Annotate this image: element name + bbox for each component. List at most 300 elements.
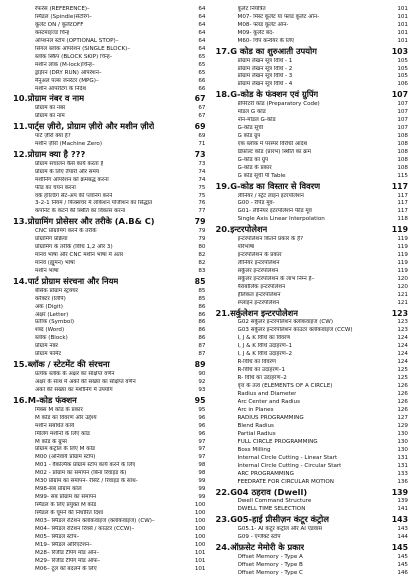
toc-chapter-heading — [212, 542, 409, 554]
toc-entry — [212, 6, 409, 14]
toc-entry — [212, 498, 409, 506]
toc-entry — [212, 351, 409, 359]
page-number: 108 — [397, 140, 408, 147]
toc-entry — [9, 200, 206, 208]
page-number: 98 — [198, 462, 206, 469]
entry-title: प्रोग्राम लेखन सूत्र विधि - 4 — [237, 81, 293, 88]
page-number: 86 — [198, 319, 206, 326]
chapter-title: 15.ब्लॉक / स्टेटमेंट की संरचना — [13, 359, 110, 370]
toc-entry — [9, 566, 206, 574]
entry-title: Internal Circle Cutting - Linear Start — [237, 454, 338, 461]
page-number: 124 — [397, 343, 408, 350]
toc-entry — [9, 62, 206, 70]
toc-entry — [9, 371, 206, 379]
toc-entry — [9, 502, 206, 510]
page-number: 144 — [397, 533, 408, 540]
toc-entry — [9, 161, 206, 169]
entry-title: प्रोग्राम नंबर — [35, 343, 58, 350]
page-number: 74 — [198, 176, 206, 183]
entry-title: वृत्त के तत्व (ELEMENTS OF A CIRCLE) — [237, 383, 333, 390]
entry-title: ब्लॉक स्किप (BLOCK SKIP) चिन्ह– — [35, 53, 113, 60]
toc-entry — [212, 244, 409, 252]
page-number: 130 — [397, 446, 408, 453]
page-number: 100 — [194, 518, 206, 525]
toc-chapter-heading — [9, 149, 206, 161]
entry-title: प्रोग्राम लेखन सूत्र विधि - 1 — [237, 57, 293, 64]
page-number: 105 — [397, 57, 408, 64]
toc-entry — [9, 70, 206, 78]
toc-entry — [212, 431, 409, 439]
page-number: 64 — [198, 13, 206, 20]
page-number: 107 — [397, 125, 408, 132]
page-number: 76 — [198, 200, 206, 207]
page-number: 127 — [397, 414, 408, 421]
toc-entry — [212, 165, 409, 173]
page-number: 86 — [198, 303, 206, 310]
toc-entry — [9, 14, 206, 22]
toc-entry — [212, 562, 409, 570]
toc-entry — [9, 208, 206, 216]
page-number: 126 — [397, 383, 408, 390]
entry-title: मिलिंग मशीनों के लिए कोड — [35, 430, 90, 437]
page-number: 131 — [397, 454, 408, 461]
entry-title: M00 (अनिवार्य प्रोग्राम स्टॉप) — [35, 454, 96, 461]
toc-entry — [9, 494, 206, 502]
toc-entry — [9, 319, 206, 327]
entry-title: M05– स्पिंडल स्टॉप– — [35, 533, 80, 540]
toc-entry — [212, 439, 409, 447]
page-number: 101 — [397, 13, 408, 20]
entry-title: एक ब्लॉक में परस्पर विरोधी आदेश — [237, 140, 308, 147]
page-number: 124 — [397, 351, 408, 358]
toc-entry — [212, 526, 409, 534]
page-number: 101 — [194, 549, 206, 556]
toc-entry — [212, 479, 409, 487]
toc-chapter-heading — [9, 121, 206, 133]
entry-title: M06– टूल को बदलने के लिए — [35, 565, 97, 572]
page-number: 99 — [198, 494, 206, 501]
page-number: 79 — [194, 217, 206, 227]
entry-title: FULL CIRCLE PROGRAMMING — [237, 438, 318, 445]
toc-chapter-heading — [212, 514, 409, 526]
page-number: 117 — [397, 208, 408, 215]
toc-entry — [212, 471, 409, 479]
page-number: 82 — [198, 252, 206, 259]
entry-title: G कोड ग्रुप — [237, 132, 261, 139]
entry-title: पार्ट ज़ीरो क्या है? — [35, 132, 71, 139]
page-number: 85 — [198, 295, 206, 302]
toc-entry — [212, 391, 409, 399]
entry-title: 3-2-1 नियम / फिक्सचर में लोकेशन पोजीशन का सिद्धांत — [35, 200, 153, 207]
page-number: 119 — [397, 236, 408, 243]
page-number: 64 — [198, 45, 206, 52]
page-number: 101 — [397, 29, 408, 36]
entry-title: रेफरेंस (REFERENCE)– — [35, 6, 90, 12]
toc-entry — [212, 463, 409, 471]
page-number: 86 — [198, 327, 206, 334]
page-number: 119 — [391, 225, 408, 235]
toc-entry — [9, 462, 206, 470]
entry-title: प्रोग्राम लेखन सूत्र विधि - 3 — [237, 73, 293, 80]
entry-title: स्पिंडल के घूमने की निर्धारित दिशा — [35, 510, 104, 517]
toc-entry — [212, 260, 409, 268]
entry-title: ड्राईरन (DRY RUN) ऑपरेशन– — [35, 69, 102, 76]
toc-entry — [212, 268, 409, 276]
toc-entry — [212, 117, 409, 125]
entry-title: M03– स्पिंडल रोटेशन क्लॉकवाइज (क्लॉकवाइज) (CW)– — [35, 518, 155, 525]
page-number: 123 — [397, 319, 408, 326]
chapter-title: 23.G05-हाई प्रीसीज़न कंटूर कंट्रोल — [215, 514, 329, 525]
page-number: 66 — [198, 77, 206, 84]
entry-title: कंपोनेंट के कटने की स्थिति का विकास करना — [35, 208, 126, 215]
toc-entry — [9, 288, 206, 296]
chapter-title: 12.प्रोग्राम क्या है ??? — [13, 148, 86, 159]
page-number: 65 — [198, 53, 206, 60]
toc-entry — [212, 415, 409, 423]
toc-entry — [212, 101, 409, 109]
page-number: 64 — [198, 6, 206, 12]
entry-title: Partial Radius — [237, 430, 276, 437]
entry-title: प्रोग्राम फॉर्मेट — [35, 351, 62, 358]
toc-entry — [212, 216, 409, 224]
entry-title: प्रोग्राम के लिए तैयारी और समय — [35, 168, 100, 175]
toc-entry — [9, 105, 206, 113]
entry-title: M09- कूलेंट बंद- — [237, 29, 275, 36]
entry-title: शब्द (Word) — [35, 327, 65, 334]
entry-title: मैनुअल पल्स जनरेटर (MPG)– — [35, 77, 99, 84]
entry-title: R-विधि का उदाहरण–1 — [237, 367, 286, 374]
chapter-title: 14.पार्ट प्रोग्राम संरचना और नियम — [13, 275, 119, 286]
chapter-title: 13.प्रोग्रामिंग प्रोसेसर और तरीके (A.B& C) — [13, 216, 155, 227]
chapter-title: 22.G04 ठहराव (Dwell) — [215, 486, 308, 497]
page-number: 126 — [397, 391, 408, 398]
page-number: 107 — [397, 117, 408, 124]
page-number: 120 — [397, 283, 408, 290]
entry-title: प्रोग्रामिंग के तरीके (विधि 1,2 और 3) — [35, 244, 113, 251]
toc-entry — [9, 113, 206, 121]
toc-entry — [212, 14, 409, 22]
page-number: 65 — [198, 69, 206, 76]
entry-title: M29– रिजीड टैपिंग मोड ऑफ– — [35, 557, 101, 564]
toc-entry — [9, 486, 206, 494]
toc-entry — [9, 379, 206, 387]
entry-title: मशीन लॉक (M-lock)चिन्ह– — [35, 61, 95, 68]
page-number: 80 — [198, 244, 206, 251]
page-number: 131 — [397, 462, 408, 469]
entry-title: मोडल G कोड — [237, 109, 266, 116]
toc-entry — [9, 518, 206, 526]
toc-chapter-heading — [9, 276, 206, 288]
toc-entry — [212, 455, 409, 463]
page-number: 79 — [198, 228, 206, 235]
entry-title: Offset Memory - Type A — [237, 553, 303, 560]
chapter-title: 16.M-कोड फंक्शन — [13, 394, 77, 405]
page-number: 145 — [397, 553, 408, 560]
entry-title: कूलेंट ON / कूलेंटOFF — [35, 21, 84, 28]
toc-right-column — [212, 6, 409, 584]
entry-title: करैक्टर (लिपि) — [35, 295, 66, 302]
entry-title: बेसिक प्रोग्राम स्ट्रक्चर — [35, 287, 78, 294]
entry-title: M60- चिप कन्वेयर के लिए — [237, 37, 294, 44]
entry-title: हेलिकल इन्टरपोलेशन — [237, 291, 281, 298]
toc-entry — [212, 252, 409, 260]
entry-title: अक्षर (Letter) — [35, 311, 69, 318]
page-number: 136 — [397, 478, 408, 485]
entry-title: प्रोग्राम लेखन सूत्र विधि - 2 — [237, 65, 293, 72]
page-number: 107 — [397, 101, 408, 108]
toc-entry — [212, 236, 409, 244]
entry-title: इन्टरपोलेशन के प्रकार — [237, 252, 282, 259]
page-number: 66 — [198, 85, 206, 92]
page-number: 82 — [198, 259, 206, 266]
page-number: 65 — [198, 61, 206, 68]
toc-entry — [212, 141, 409, 149]
entry-title: M08- फ्लड कूलेंट ऑन- — [237, 21, 289, 28]
page-number: 86 — [198, 335, 206, 342]
page-number: 87 — [198, 351, 206, 358]
entry-title: M कोड का विवरण और उद्देश्य — [35, 414, 97, 421]
entry-title: फीड का चयन करना — [35, 184, 76, 191]
toc-entry — [9, 185, 206, 193]
entry-title: M02 - प्रोग्राम का समापन (बिना रिवाइंड के) — [35, 470, 127, 477]
page-number: 96 — [198, 414, 206, 421]
page-number: 124 — [397, 359, 408, 366]
page-number: 64 — [198, 21, 206, 28]
page-number: 143 — [397, 526, 408, 532]
entry-title: G कोड सूची पी Table — [237, 172, 286, 179]
entry-title: G00 - रैपिड मूव- — [237, 200, 275, 207]
entry-title: सिंगल ब्लॉक ऑपरेशन (SINGLE BLOCK)– — [35, 45, 131, 52]
entry-title: अंक (Digit) — [35, 303, 63, 310]
entry-title: सर्कुलर इन्टरपोलेशन के लाभ निम्न है– — [237, 275, 315, 282]
page-number: 100 — [194, 533, 206, 540]
toc-entry — [9, 86, 206, 94]
toc-entry — [212, 81, 409, 89]
page-number: 130 — [397, 438, 408, 445]
toc-entry — [212, 375, 409, 383]
page-number: 106 — [397, 81, 408, 88]
toc-entry — [212, 193, 409, 201]
page-number: 121 — [397, 299, 408, 306]
toc-entry — [9, 304, 206, 312]
entry-title: Arc Center and Radius — [237, 399, 301, 406]
entry-title: लीनियर / स्ट्रेट लाइन इंटरपोलेशन — [237, 192, 304, 199]
page-number: 69 — [194, 122, 206, 132]
entry-title: पैराबोलिक इन्टरपोलेशन — [237, 283, 286, 290]
entry-title: मशीन ऑपरेटिंग के निर्देश — [35, 85, 87, 92]
page-number: 125 — [397, 367, 408, 374]
entry-title: I, J & K विधि का विवरण — [237, 335, 291, 342]
toc-chapter-heading — [212, 487, 409, 499]
entry-title: अंकों की संख्या का मशीनिंग में उपयोग — [35, 386, 113, 393]
toc-entry — [9, 46, 206, 54]
toc-entry — [212, 133, 409, 141]
entry-title: G09 - एग्जैक्ट स्टॉप — [237, 533, 281, 540]
entry-title: ब्लॉक (Block) — [35, 335, 68, 342]
entry-title: Offset Memory - Type C — [237, 569, 303, 576]
entry-title: M99- सब प्रोग्राम का समापन — [35, 494, 97, 501]
toc-entry — [212, 327, 409, 335]
toc-entry — [9, 526, 206, 534]
entry-title: CNC प्रोग्रामिंग करने के तरीके — [35, 228, 97, 235]
toc-entry — [212, 208, 409, 216]
entry-title: प्रीपेरेटरी कोड (Preparatory Code) — [237, 101, 320, 108]
toc-entry — [212, 319, 409, 327]
page-number: 67 — [198, 105, 206, 112]
toc-entry — [212, 407, 409, 415]
entry-title: प्रोग्राम कंट्रोल के लिए M कोड — [35, 446, 96, 453]
toc-entry — [212, 399, 409, 407]
page-number: 120 — [397, 275, 408, 282]
page-number: 100 — [194, 510, 206, 517]
chapter-title: 17.G कोड का शुरुआती उपयोग — [215, 45, 317, 56]
page-number: 123 — [391, 308, 408, 318]
toc-entry — [212, 149, 409, 157]
toc-entry — [212, 359, 409, 367]
entry-title: स्प्लाइन इन्टरपोलेशन — [237, 299, 280, 306]
toc-entry — [9, 296, 206, 304]
entry-title: RADIUS PROGRAMMING — [237, 414, 304, 421]
toc-entry — [212, 66, 409, 74]
toc-entry — [212, 38, 409, 46]
entry-title: स्पिंडल के लिए प्रयुक्त M कोड — [35, 502, 97, 509]
toc-chapter-heading — [212, 181, 409, 193]
entry-title: I, J & K विधि उदाहरण–1 — [237, 343, 293, 350]
page-number: 64 — [198, 29, 206, 36]
toc-entry — [9, 351, 206, 359]
toc-entry — [212, 423, 409, 431]
entry-title: मानव (ह्यूमन) भाषा — [35, 259, 75, 266]
entry-title: G01- लीनियर इंटरपोलेशन फीड मूव — [237, 208, 312, 215]
page-number: 108 — [397, 132, 408, 139]
page-number: 123 — [397, 327, 408, 334]
toc-entry — [9, 252, 206, 260]
page-number: 101 — [397, 37, 408, 44]
toc-entry — [212, 157, 409, 165]
toc-entry — [9, 446, 206, 454]
page-number: 129 — [397, 422, 408, 429]
page-number: 96 — [198, 422, 206, 429]
toc-left-column — [9, 6, 206, 584]
toc-entry — [212, 383, 409, 391]
entry-title: Internal Circle Cutting - Circular Start — [237, 462, 342, 469]
toc-entry — [212, 173, 409, 181]
page-number: 101 — [194, 565, 206, 572]
toc-entry — [9, 244, 206, 252]
page-number: 115 — [397, 172, 408, 179]
page-number: 108 — [397, 156, 408, 163]
page-number: 79 — [198, 236, 206, 243]
entry-title: M01 - वैकल्पिक प्रोग्राम स्टॉप कार्य करने के लिए — [35, 462, 136, 469]
entry-title: मानव भाषा और CNC मशीन भाषा में अंतर — [35, 252, 124, 259]
toc-entry — [9, 30, 206, 38]
chapter-title: 21.सर्कुलेशन इन्टरपोलेशन — [215, 307, 298, 318]
entry-title: R-विधि का विवरण — [237, 359, 276, 366]
page-number: 141 — [397, 506, 408, 513]
page-number: 121 — [397, 291, 408, 298]
toc-entry — [212, 367, 409, 375]
entry-title: G02 सर्कुलर इन्टरपोलेशन क्लॉकवाइज (CW) — [237, 319, 334, 326]
entry-title: M30 प्रोग्राम का समापन- रीसेट / रिवाइंड के साथ- — [35, 478, 138, 485]
toc-entry — [9, 38, 206, 46]
toc-entry — [212, 447, 409, 455]
entry-title: G-कोड का ग्रुप — [237, 156, 269, 163]
page-number: 85 — [198, 287, 206, 294]
entry-title: अक्षर के साथ में अंकों की संख्या का संक्षिप्त वर्णन — [35, 379, 136, 385]
toc-entry — [9, 169, 206, 177]
page-number: 85 — [194, 276, 206, 286]
toc-entry — [9, 510, 206, 518]
toc-entry — [9, 6, 206, 14]
entry-title: प्रोग्राम का नाम — [35, 113, 65, 120]
page-number: 86 — [198, 311, 206, 318]
toc-entry — [212, 554, 409, 562]
toc-chapter-heading — [212, 308, 409, 320]
toc-entry — [9, 454, 206, 462]
page-number: 101 — [397, 6, 408, 12]
page-number: 117 — [397, 192, 408, 199]
toc-entry — [9, 54, 206, 62]
page-number: 64 — [198, 37, 206, 44]
toc-chapter-heading — [212, 46, 409, 58]
entry-title: Radius and Diameter — [237, 391, 297, 398]
page-number: 119 — [397, 244, 408, 251]
chapter-title: 20.इन्टरपोलेशन — [215, 224, 268, 235]
entry-title: लीनियर इन्टरपोलेशन — [237, 259, 280, 266]
toc-entry — [9, 431, 206, 439]
page-number: 95 — [194, 395, 206, 405]
entry-title: प्रत्येक ब्लॉक के अक्षर का संक्षिप्त वर्णन — [35, 371, 115, 378]
toc-entry — [212, 343, 409, 351]
entry-title: प्रोग्रामिंग प्रक्रिया — [35, 236, 68, 243]
entry-title: मिक्स M कोड के प्रकार — [35, 406, 83, 413]
toc-entry — [212, 276, 409, 284]
entry-title: नॉन-मोडल G-कोड — [237, 117, 276, 124]
toc-entry — [9, 550, 206, 558]
entry-title: Offset Memory - Type B — [237, 561, 303, 568]
chapter-title: 24.ऑफ़सेट मेमोरी के प्रकार — [215, 541, 305, 552]
page-number: 133 — [397, 470, 408, 477]
toc-entry — [212, 22, 409, 30]
page-number: 146 — [397, 569, 408, 576]
page-number: 97 — [198, 446, 206, 453]
entry-title: मशीन संबंधित कार्य — [35, 422, 75, 429]
page-number: 108 — [397, 164, 408, 171]
page-number: 101 — [194, 557, 206, 564]
page-number: 98 — [198, 470, 206, 477]
entry-title: सर्कुलर इन्टरपोलेशन — [237, 267, 279, 274]
page-number: 100 — [194, 526, 206, 532]
toc-entry — [212, 506, 409, 514]
toc-entry — [212, 534, 409, 542]
entry-title: प्रतीक (Symbol) — [35, 319, 75, 326]
toc-entry — [212, 200, 409, 208]
page-number: 87 — [198, 343, 206, 350]
page-number: 95 — [198, 406, 206, 413]
chapter-title: 18.G-कोड के फंक्शन एवं ग्रुपिंग — [215, 89, 319, 100]
page-number: 124 — [397, 335, 408, 342]
page-number: 73 — [194, 149, 206, 159]
chapter-title: 19.G-कोड का विस्तार से विवरण — [215, 180, 321, 191]
entry-title: मशीनिंग ऑपरेशन को क्रमबद्ध करना — [35, 176, 109, 183]
entry-title: M19– स्पिंडल ओरिएंटेशन– — [35, 541, 92, 548]
toc-entry — [212, 570, 409, 578]
page-number: 105 — [397, 73, 408, 80]
toc-chapter-heading — [9, 216, 206, 228]
entry-title: ARC PROGRAMMING — [237, 470, 294, 477]
toc-entry — [9, 343, 206, 351]
toc-entry — [9, 439, 206, 447]
